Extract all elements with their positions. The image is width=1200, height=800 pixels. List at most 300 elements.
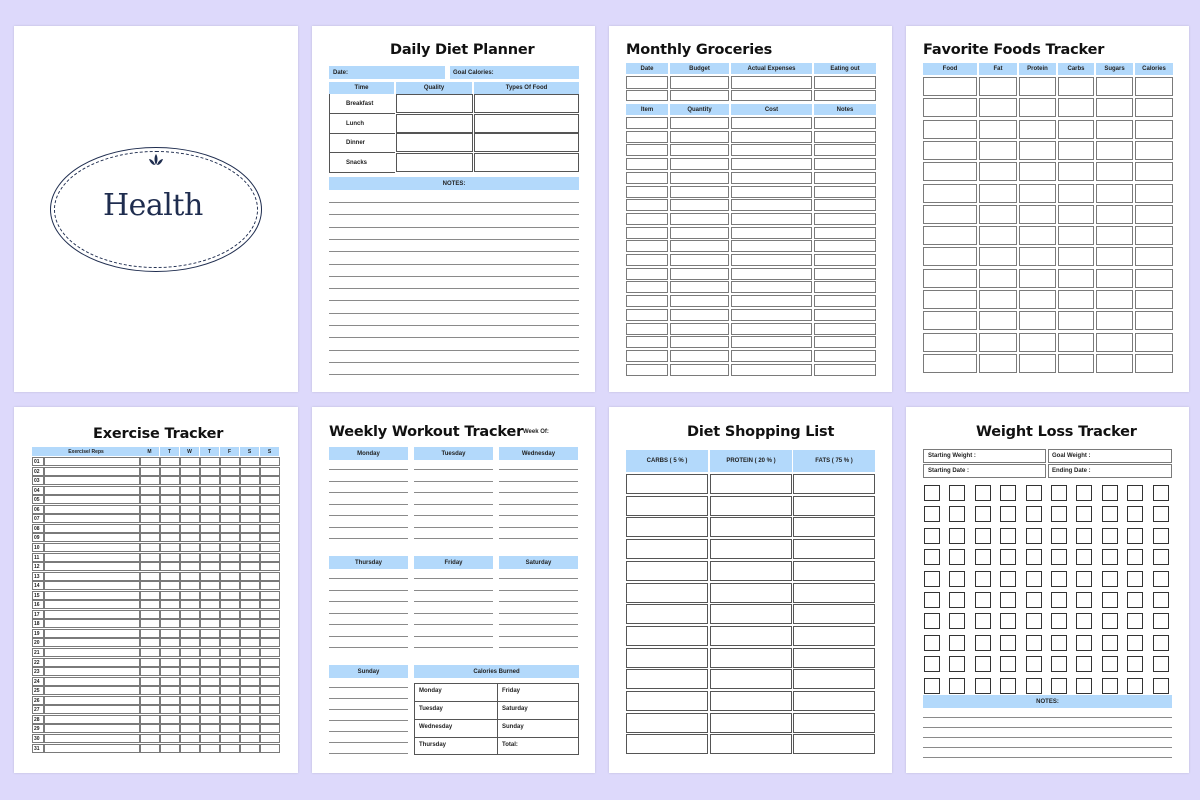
food-cell[interactable] bbox=[923, 333, 977, 352]
food-cell[interactable] bbox=[979, 162, 1017, 181]
exercise-cell[interactable] bbox=[180, 677, 200, 686]
grocery-cell[interactable] bbox=[626, 199, 668, 211]
shopping-cell[interactable] bbox=[793, 626, 875, 646]
exercise-cell[interactable] bbox=[240, 486, 260, 495]
grocery-cell[interactable] bbox=[814, 336, 876, 348]
food-cell[interactable] bbox=[923, 77, 977, 96]
food-cell[interactable] bbox=[1019, 247, 1056, 266]
food-cell[interactable] bbox=[979, 141, 1017, 160]
exercise-cell[interactable] bbox=[220, 610, 240, 619]
shopping-cell[interactable] bbox=[626, 734, 708, 754]
food-cell[interactable] bbox=[1019, 290, 1056, 309]
food-cell[interactable] bbox=[1058, 205, 1094, 224]
exercise-cell[interactable] bbox=[240, 457, 260, 466]
food-cell[interactable] bbox=[1058, 77, 1094, 96]
weight-checkbox[interactable] bbox=[1000, 613, 1016, 629]
weight-checkbox[interactable] bbox=[949, 592, 965, 608]
shopping-cell[interactable] bbox=[793, 669, 875, 689]
grocery-cell[interactable] bbox=[814, 309, 876, 321]
exercise-cell[interactable] bbox=[220, 457, 240, 466]
shopping-cell[interactable] bbox=[710, 648, 792, 668]
exercise-cell[interactable] bbox=[220, 705, 240, 714]
exercise-cell[interactable] bbox=[140, 486, 160, 495]
exercise-cell[interactable] bbox=[220, 744, 240, 753]
food-cell[interactable] bbox=[923, 290, 977, 309]
weight-checkbox[interactable] bbox=[924, 571, 940, 587]
budget-cell[interactable] bbox=[731, 76, 812, 89]
weight-checkbox[interactable] bbox=[1051, 678, 1067, 694]
exercise-cell[interactable] bbox=[220, 495, 240, 504]
exercise-cell[interactable] bbox=[260, 629, 280, 638]
exercise-cell[interactable] bbox=[260, 476, 280, 485]
grocery-cell[interactable] bbox=[670, 199, 729, 211]
exercise-cell[interactable] bbox=[240, 696, 260, 705]
exercise-cell[interactable] bbox=[200, 705, 220, 714]
exercise-cell[interactable] bbox=[220, 467, 240, 476]
weight-checkbox[interactable] bbox=[1026, 549, 1042, 565]
shopping-cell[interactable] bbox=[626, 539, 708, 559]
food-cell[interactable] bbox=[1135, 269, 1173, 288]
food-cell[interactable] bbox=[1135, 205, 1173, 224]
food-cell[interactable] bbox=[1135, 98, 1173, 117]
grocery-cell[interactable] bbox=[814, 186, 876, 198]
exercise-cell[interactable] bbox=[180, 467, 200, 476]
exercise-cell[interactable] bbox=[260, 581, 280, 590]
exercise-cell[interactable] bbox=[220, 658, 240, 667]
weight-checkbox[interactable] bbox=[1153, 678, 1169, 694]
food-cell[interactable] bbox=[979, 77, 1017, 96]
weight-checkbox[interactable] bbox=[924, 592, 940, 608]
grocery-cell[interactable] bbox=[814, 213, 876, 225]
exercise-cell[interactable] bbox=[200, 648, 220, 657]
exercise-cell[interactable] bbox=[200, 667, 220, 676]
exercise-cell[interactable] bbox=[180, 533, 200, 542]
food-cell[interactable] bbox=[923, 311, 977, 330]
exercise-cell[interactable] bbox=[160, 619, 180, 628]
weight-checkbox[interactable] bbox=[1051, 613, 1067, 629]
exercise-cell[interactable] bbox=[140, 476, 160, 485]
grocery-cell[interactable] bbox=[814, 323, 876, 335]
weight-checkbox[interactable] bbox=[1026, 571, 1042, 587]
shopping-cell[interactable] bbox=[793, 539, 875, 559]
exercise-cell[interactable] bbox=[44, 514, 140, 523]
exercise-cell[interactable] bbox=[160, 734, 180, 743]
exercise-cell[interactable] bbox=[240, 638, 260, 647]
exercise-cell[interactable] bbox=[220, 677, 240, 686]
weight-checkbox[interactable] bbox=[924, 678, 940, 694]
grocery-cell[interactable] bbox=[670, 144, 729, 156]
food-cell[interactable] bbox=[1019, 162, 1056, 181]
grocery-cell[interactable] bbox=[626, 364, 668, 376]
exercise-cell[interactable] bbox=[160, 514, 180, 523]
food-cell[interactable] bbox=[979, 269, 1017, 288]
exercise-cell[interactable] bbox=[240, 705, 260, 714]
shopping-cell[interactable] bbox=[710, 539, 792, 559]
exercise-cell[interactable] bbox=[160, 543, 180, 552]
grocery-cell[interactable] bbox=[731, 350, 812, 362]
shopping-cell[interactable] bbox=[793, 734, 875, 754]
weight-checkbox[interactable] bbox=[975, 656, 991, 672]
grocery-cell[interactable] bbox=[731, 158, 812, 170]
weight-checkbox[interactable] bbox=[1026, 656, 1042, 672]
exercise-cell[interactable] bbox=[240, 715, 260, 724]
weight-checkbox[interactable] bbox=[1026, 678, 1042, 694]
exercise-cell[interactable] bbox=[240, 686, 260, 695]
types-of-food-cell[interactable] bbox=[474, 114, 579, 133]
exercise-cell[interactable] bbox=[200, 686, 220, 695]
food-cell[interactable] bbox=[1019, 226, 1056, 245]
grocery-cell[interactable] bbox=[731, 199, 812, 211]
weight-checkbox[interactable] bbox=[1153, 635, 1169, 651]
quality-cell[interactable] bbox=[396, 94, 473, 113]
exercise-cell[interactable] bbox=[200, 495, 220, 504]
food-cell[interactable] bbox=[1096, 333, 1133, 352]
quality-cell[interactable] bbox=[396, 153, 473, 172]
shopping-cell[interactable] bbox=[710, 626, 792, 646]
exercise-cell[interactable] bbox=[160, 648, 180, 657]
exercise-cell[interactable] bbox=[220, 600, 240, 609]
exercise-cell[interactable] bbox=[200, 629, 220, 638]
food-cell[interactable] bbox=[979, 247, 1017, 266]
exercise-cell[interactable] bbox=[240, 600, 260, 609]
exercise-cell[interactable] bbox=[160, 715, 180, 724]
weight-checkbox[interactable] bbox=[1127, 678, 1143, 694]
grocery-cell[interactable] bbox=[814, 254, 876, 266]
weight-checkbox[interactable] bbox=[1026, 528, 1042, 544]
exercise-cell[interactable] bbox=[140, 610, 160, 619]
weight-checkbox[interactable] bbox=[924, 635, 940, 651]
exercise-cell[interactable] bbox=[200, 638, 220, 647]
weight-checkbox[interactable] bbox=[1000, 656, 1016, 672]
weight-checkbox[interactable] bbox=[1127, 549, 1143, 565]
ending-date-field[interactable]: Ending Date : bbox=[1048, 464, 1172, 478]
exercise-cell[interactable] bbox=[44, 457, 140, 466]
exercise-cell[interactable] bbox=[220, 686, 240, 695]
weight-checkbox[interactable] bbox=[1000, 528, 1016, 544]
exercise-cell[interactable] bbox=[200, 505, 220, 514]
grocery-cell[interactable] bbox=[731, 213, 812, 225]
exercise-cell[interactable] bbox=[200, 600, 220, 609]
food-cell[interactable] bbox=[1058, 247, 1094, 266]
exercise-cell[interactable] bbox=[160, 600, 180, 609]
exercise-cell[interactable] bbox=[260, 524, 280, 533]
exercise-cell[interactable] bbox=[44, 591, 140, 600]
weight-checkbox[interactable] bbox=[1153, 571, 1169, 587]
exercise-cell[interactable] bbox=[160, 667, 180, 676]
food-cell[interactable] bbox=[979, 120, 1017, 139]
food-cell[interactable] bbox=[1058, 162, 1094, 181]
shopping-cell[interactable] bbox=[793, 691, 875, 711]
weight-checkbox[interactable] bbox=[1000, 678, 1016, 694]
starting-weight-field[interactable]: Starting Weight : bbox=[923, 449, 1046, 463]
budget-cell[interactable] bbox=[626, 76, 668, 89]
exercise-cell[interactable] bbox=[220, 543, 240, 552]
exercise-cell[interactable] bbox=[220, 591, 240, 600]
food-cell[interactable] bbox=[923, 205, 977, 224]
exercise-cell[interactable] bbox=[160, 724, 180, 733]
exercise-cell[interactable] bbox=[220, 476, 240, 485]
exercise-cell[interactable] bbox=[220, 581, 240, 590]
weight-checkbox[interactable] bbox=[1076, 549, 1092, 565]
exercise-cell[interactable] bbox=[180, 524, 200, 533]
food-cell[interactable] bbox=[1058, 184, 1094, 203]
exercise-cell[interactable] bbox=[44, 600, 140, 609]
food-cell[interactable] bbox=[1135, 162, 1173, 181]
shopping-cell[interactable] bbox=[710, 604, 792, 624]
grocery-cell[interactable] bbox=[814, 268, 876, 280]
date-field[interactable] bbox=[329, 66, 445, 79]
grocery-cell[interactable] bbox=[670, 158, 729, 170]
exercise-cell[interactable] bbox=[260, 467, 280, 476]
exercise-cell[interactable] bbox=[44, 543, 140, 552]
weight-checkbox[interactable] bbox=[949, 506, 965, 522]
exercise-cell[interactable] bbox=[140, 744, 160, 753]
weight-checkbox[interactable] bbox=[1051, 485, 1067, 501]
weight-checkbox[interactable] bbox=[1153, 592, 1169, 608]
weight-checkbox[interactable] bbox=[1127, 506, 1143, 522]
grocery-cell[interactable] bbox=[814, 172, 876, 184]
exercise-cell[interactable] bbox=[260, 638, 280, 647]
food-cell[interactable] bbox=[1019, 205, 1056, 224]
exercise-cell[interactable] bbox=[180, 514, 200, 523]
grocery-cell[interactable] bbox=[626, 172, 668, 184]
exercise-cell[interactable] bbox=[200, 581, 220, 590]
exercise-cell[interactable] bbox=[140, 581, 160, 590]
exercise-cell[interactable] bbox=[160, 553, 180, 562]
weight-checkbox[interactable] bbox=[1127, 571, 1143, 587]
grocery-cell[interactable] bbox=[670, 364, 729, 376]
weight-checkbox[interactable] bbox=[1026, 485, 1042, 501]
exercise-cell[interactable] bbox=[140, 572, 160, 581]
exercise-cell[interactable] bbox=[260, 715, 280, 724]
exercise-cell[interactable] bbox=[200, 476, 220, 485]
exercise-cell[interactable] bbox=[180, 591, 200, 600]
exercise-cell[interactable] bbox=[260, 533, 280, 542]
exercise-cell[interactable] bbox=[140, 467, 160, 476]
exercise-cell[interactable] bbox=[220, 619, 240, 628]
grocery-cell[interactable] bbox=[626, 254, 668, 266]
exercise-cell[interactable] bbox=[240, 505, 260, 514]
goal-weight-field[interactable]: Goal Weight : bbox=[1048, 449, 1172, 463]
types-of-food-cell[interactable] bbox=[474, 94, 579, 113]
exercise-cell[interactable] bbox=[200, 724, 220, 733]
exercise-cell[interactable] bbox=[200, 591, 220, 600]
exercise-cell[interactable] bbox=[44, 658, 140, 667]
grocery-cell[interactable] bbox=[731, 281, 812, 293]
exercise-cell[interactable] bbox=[140, 638, 160, 647]
food-cell[interactable] bbox=[1019, 333, 1056, 352]
food-cell[interactable] bbox=[1019, 354, 1056, 373]
food-cell[interactable] bbox=[1096, 247, 1133, 266]
shopping-cell[interactable] bbox=[626, 626, 708, 646]
food-cell[interactable] bbox=[1019, 77, 1056, 96]
exercise-cell[interactable] bbox=[140, 495, 160, 504]
grocery-cell[interactable] bbox=[731, 364, 812, 376]
weight-checkbox[interactable] bbox=[1076, 656, 1092, 672]
exercise-cell[interactable] bbox=[260, 457, 280, 466]
exercise-cell[interactable] bbox=[260, 505, 280, 514]
exercise-cell[interactable] bbox=[44, 734, 140, 743]
food-cell[interactable] bbox=[1135, 184, 1173, 203]
exercise-cell[interactable] bbox=[180, 715, 200, 724]
shopping-cell[interactable] bbox=[710, 517, 792, 537]
weight-checkbox[interactable] bbox=[1102, 613, 1118, 629]
weight-checkbox[interactable] bbox=[975, 549, 991, 565]
exercise-cell[interactable] bbox=[140, 562, 160, 571]
food-cell[interactable] bbox=[1096, 311, 1133, 330]
exercise-cell[interactable] bbox=[44, 562, 140, 571]
grocery-cell[interactable] bbox=[670, 309, 729, 321]
exercise-cell[interactable] bbox=[44, 619, 140, 628]
exercise-cell[interactable] bbox=[140, 715, 160, 724]
weight-checkbox[interactable] bbox=[1153, 528, 1169, 544]
shopping-cell[interactable] bbox=[710, 669, 792, 689]
food-cell[interactable] bbox=[923, 98, 977, 117]
budget-cell[interactable] bbox=[670, 90, 729, 101]
exercise-cell[interactable] bbox=[180, 572, 200, 581]
weight-checkbox[interactable] bbox=[1153, 549, 1169, 565]
exercise-cell[interactable] bbox=[44, 705, 140, 714]
exercise-cell[interactable] bbox=[240, 734, 260, 743]
exercise-cell[interactable] bbox=[180, 495, 200, 504]
exercise-cell[interactable] bbox=[200, 658, 220, 667]
exercise-cell[interactable] bbox=[160, 696, 180, 705]
grocery-cell[interactable] bbox=[814, 144, 876, 156]
weight-checkbox[interactable] bbox=[1076, 613, 1092, 629]
exercise-cell[interactable] bbox=[180, 648, 200, 657]
budget-cell[interactable] bbox=[731, 90, 812, 101]
shopping-cell[interactable] bbox=[710, 734, 792, 754]
grocery-cell[interactable] bbox=[670, 172, 729, 184]
shopping-cell[interactable] bbox=[626, 517, 708, 537]
exercise-cell[interactable] bbox=[240, 744, 260, 753]
grocery-cell[interactable] bbox=[626, 144, 668, 156]
exercise-cell[interactable] bbox=[160, 476, 180, 485]
exercise-cell[interactable] bbox=[260, 619, 280, 628]
exercise-cell[interactable] bbox=[200, 562, 220, 571]
weight-checkbox[interactable] bbox=[1102, 528, 1118, 544]
exercise-cell[interactable] bbox=[260, 734, 280, 743]
weight-checkbox[interactable] bbox=[1051, 528, 1067, 544]
exercise-cell[interactable] bbox=[160, 572, 180, 581]
exercise-cell[interactable] bbox=[140, 667, 160, 676]
food-cell[interactable] bbox=[1058, 98, 1094, 117]
shopping-cell[interactable] bbox=[710, 691, 792, 711]
weight-checkbox[interactable] bbox=[1127, 656, 1143, 672]
weight-checkbox[interactable] bbox=[1076, 592, 1092, 608]
food-cell[interactable] bbox=[979, 311, 1017, 330]
grocery-cell[interactable] bbox=[670, 323, 729, 335]
food-cell[interactable] bbox=[979, 184, 1017, 203]
exercise-cell[interactable] bbox=[44, 524, 140, 533]
budget-cell[interactable] bbox=[814, 76, 876, 89]
weight-checkbox[interactable] bbox=[1051, 656, 1067, 672]
shopping-cell[interactable] bbox=[793, 604, 875, 624]
weight-checkbox[interactable] bbox=[1127, 592, 1143, 608]
food-cell[interactable] bbox=[1096, 162, 1133, 181]
shopping-cell[interactable] bbox=[710, 583, 792, 603]
exercise-cell[interactable] bbox=[200, 619, 220, 628]
exercise-cell[interactable] bbox=[200, 524, 220, 533]
exercise-cell[interactable] bbox=[260, 744, 280, 753]
weight-checkbox[interactable] bbox=[975, 678, 991, 694]
exercise-cell[interactable] bbox=[44, 724, 140, 733]
exercise-cell[interactable] bbox=[180, 744, 200, 753]
exercise-cell[interactable] bbox=[220, 524, 240, 533]
exercise-cell[interactable] bbox=[140, 591, 160, 600]
shopping-cell[interactable] bbox=[626, 669, 708, 689]
exercise-cell[interactable] bbox=[240, 467, 260, 476]
weight-checkbox[interactable] bbox=[975, 485, 991, 501]
exercise-cell[interactable] bbox=[160, 457, 180, 466]
exercise-cell[interactable] bbox=[180, 581, 200, 590]
food-cell[interactable] bbox=[1058, 269, 1094, 288]
shopping-cell[interactable] bbox=[793, 648, 875, 668]
exercise-cell[interactable] bbox=[44, 610, 140, 619]
exercise-cell[interactable] bbox=[140, 705, 160, 714]
food-cell[interactable] bbox=[1096, 77, 1133, 96]
exercise-cell[interactable] bbox=[180, 734, 200, 743]
exercise-cell[interactable] bbox=[44, 696, 140, 705]
exercise-cell[interactable] bbox=[200, 514, 220, 523]
exercise-cell[interactable] bbox=[44, 476, 140, 485]
exercise-cell[interactable] bbox=[240, 667, 260, 676]
grocery-cell[interactable] bbox=[731, 186, 812, 198]
exercise-cell[interactable] bbox=[44, 629, 140, 638]
exercise-cell[interactable] bbox=[220, 562, 240, 571]
exercise-cell[interactable] bbox=[44, 581, 140, 590]
exercise-cell[interactable] bbox=[260, 543, 280, 552]
weight-checkbox[interactable] bbox=[949, 635, 965, 651]
food-cell[interactable] bbox=[1135, 247, 1173, 266]
grocery-cell[interactable] bbox=[670, 186, 729, 198]
grocery-cell[interactable] bbox=[731, 227, 812, 239]
exercise-cell[interactable] bbox=[140, 677, 160, 686]
shopping-cell[interactable] bbox=[626, 561, 708, 581]
food-cell[interactable] bbox=[1058, 333, 1094, 352]
grocery-cell[interactable] bbox=[626, 186, 668, 198]
exercise-cell[interactable] bbox=[180, 619, 200, 628]
food-cell[interactable] bbox=[1019, 311, 1056, 330]
exercise-cell[interactable] bbox=[160, 533, 180, 542]
weight-checkbox[interactable] bbox=[975, 635, 991, 651]
food-cell[interactable] bbox=[1019, 98, 1056, 117]
grocery-cell[interactable] bbox=[731, 144, 812, 156]
exercise-cell[interactable] bbox=[180, 696, 200, 705]
exercise-cell[interactable] bbox=[140, 524, 160, 533]
exercise-cell[interactable] bbox=[260, 591, 280, 600]
grocery-cell[interactable] bbox=[626, 295, 668, 307]
weight-checkbox[interactable] bbox=[1153, 485, 1169, 501]
exercise-cell[interactable] bbox=[44, 505, 140, 514]
food-cell[interactable] bbox=[923, 141, 977, 160]
weight-checkbox[interactable] bbox=[1076, 485, 1092, 501]
exercise-cell[interactable] bbox=[140, 648, 160, 657]
exercise-cell[interactable] bbox=[260, 486, 280, 495]
exercise-cell[interactable] bbox=[180, 553, 200, 562]
weight-checkbox[interactable] bbox=[1076, 635, 1092, 651]
exercise-cell[interactable] bbox=[200, 486, 220, 495]
grocery-cell[interactable] bbox=[626, 309, 668, 321]
exercise-cell[interactable] bbox=[140, 619, 160, 628]
exercise-cell[interactable] bbox=[140, 696, 160, 705]
food-cell[interactable] bbox=[1058, 226, 1094, 245]
exercise-cell[interactable] bbox=[240, 543, 260, 552]
grocery-cell[interactable] bbox=[814, 131, 876, 143]
grocery-cell[interactable] bbox=[626, 227, 668, 239]
food-cell[interactable] bbox=[1135, 354, 1173, 373]
grocery-cell[interactable] bbox=[814, 281, 876, 293]
